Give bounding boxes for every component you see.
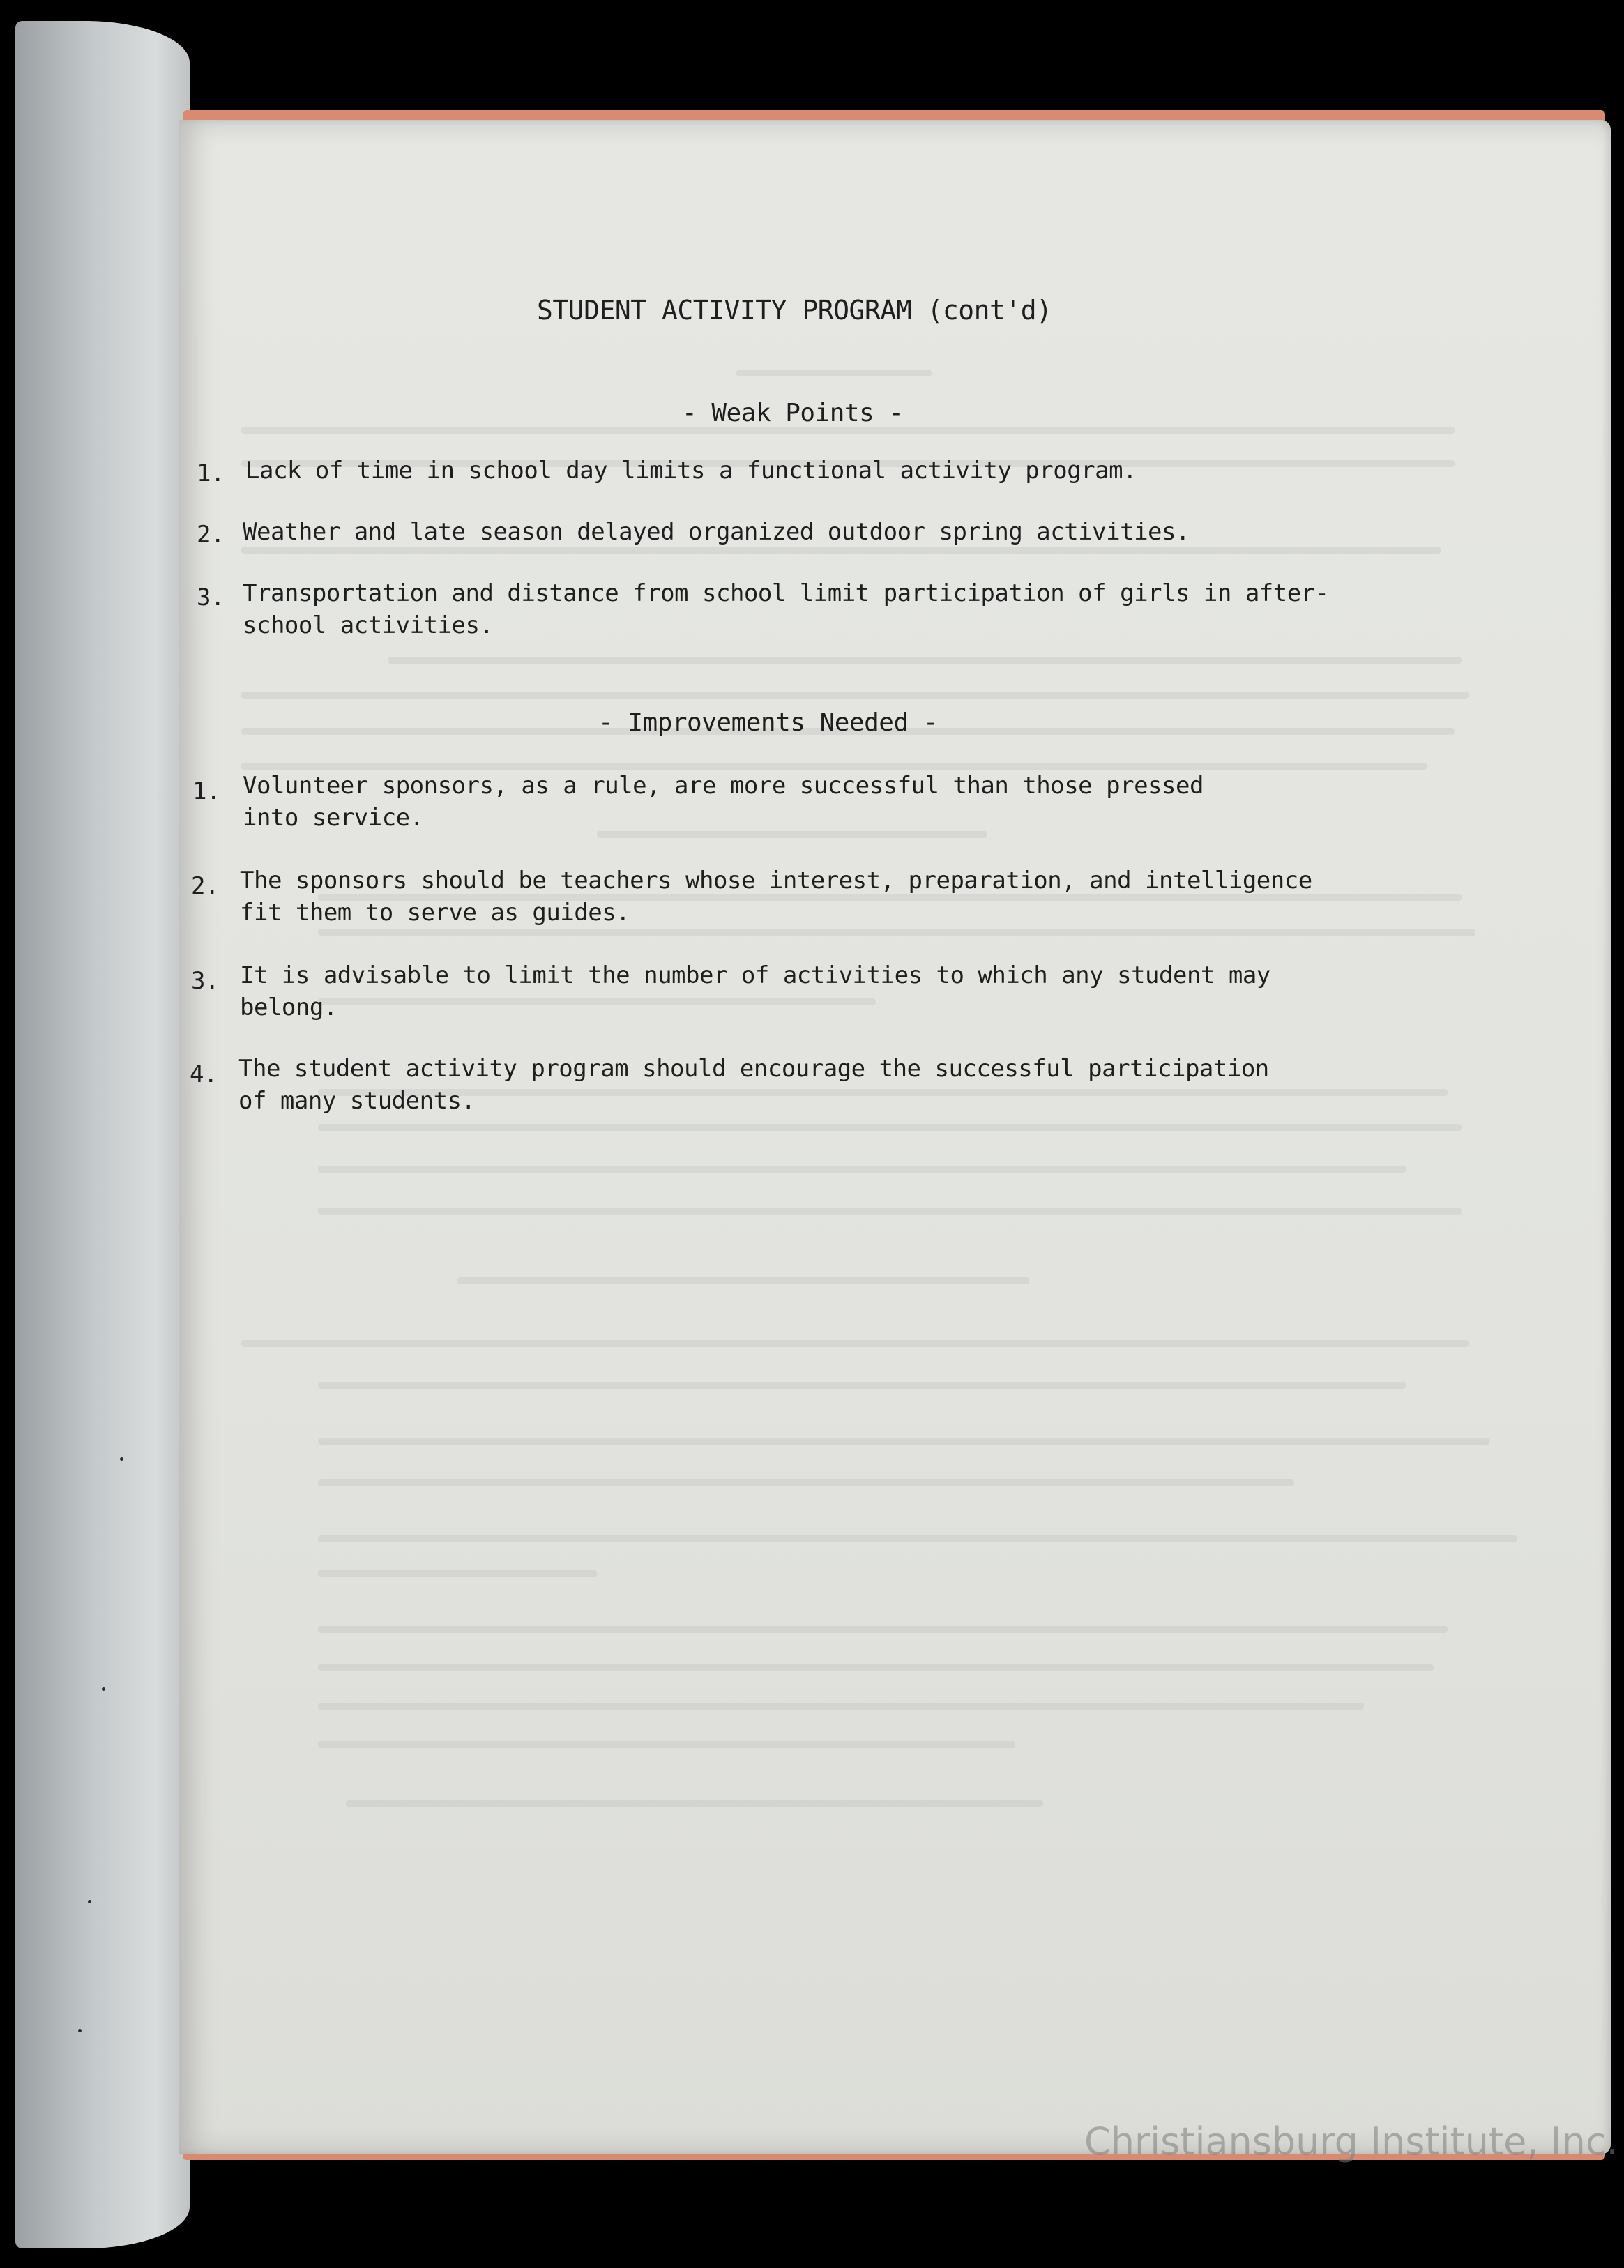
item-number: 2.	[197, 521, 225, 549]
item-number: 1.	[192, 777, 220, 805]
item-text-line: It is advisable to limit the number of activities to which any student may	[240, 961, 1270, 989]
binding-dot	[78, 2029, 82, 2032]
item-text-line: Weather and late season delayed organized outdoor spring activities.	[243, 518, 1190, 546]
item-text-line: school activities.	[243, 611, 494, 639]
item-text-line: of many students.	[238, 1087, 476, 1115]
left-page-curl	[15, 21, 190, 2248]
item-text-line: Volunteer sponsors, as a rule, are more successful than those pressed	[243, 772, 1204, 800]
page-title: STUDENT ACTIVITY PROGRAM (cont'd)	[537, 295, 1052, 326]
improvements-heading: - Improvements Needed -	[598, 708, 938, 737]
item-text-line: fit them to serve as guides.	[240, 899, 630, 927]
item-text-line: into service.	[243, 804, 424, 832]
binding-dot	[120, 1457, 123, 1461]
binding-dot	[102, 1687, 105, 1691]
item-text-line: The sponsors should be teachers whose interest, preparation, and intelligence	[240, 867, 1312, 895]
item-number: 3.	[191, 967, 219, 995]
item-text-line: Lack of time in school day limits a functional activity program.	[245, 457, 1137, 485]
watermark-text: Christiansburg Institute, Inc.	[1084, 2119, 1618, 2163]
item-text-line: Transportation and distance from school limit participation of girls in after-	[243, 579, 1329, 607]
item-number: 4.	[190, 1060, 218, 1088]
binding-dot	[88, 1900, 91, 1903]
item-text-line: belong.	[240, 994, 337, 1021]
document-page	[179, 120, 1611, 2154]
item-number: 2.	[191, 872, 219, 900]
item-number: 3.	[197, 584, 225, 611]
item-text-line: The student activity program should encourage the successful participation	[238, 1055, 1269, 1083]
item-number: 1.	[197, 459, 225, 487]
weak-points-heading: - Weak Points -	[682, 399, 904, 427]
